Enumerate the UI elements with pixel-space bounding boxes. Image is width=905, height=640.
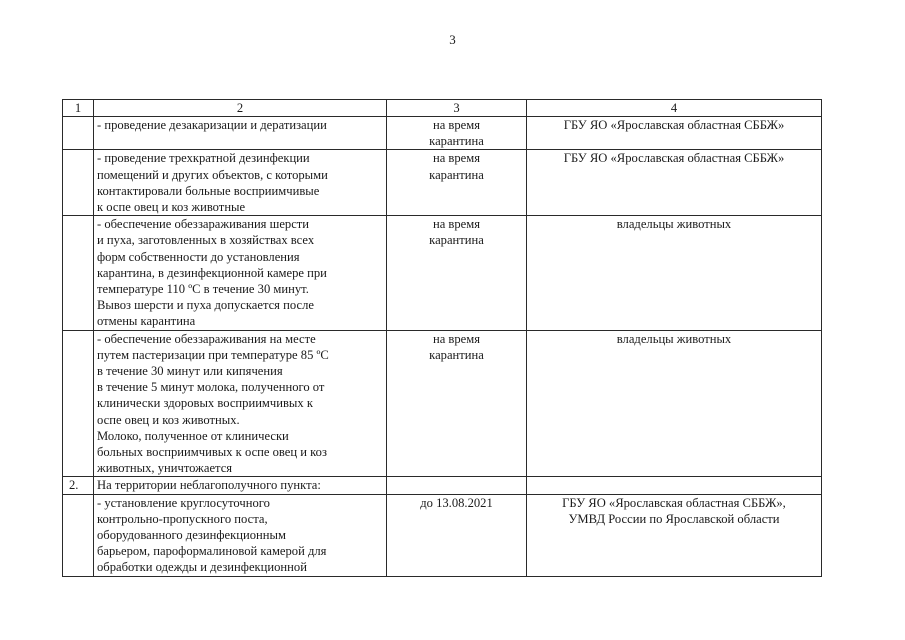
table-row — [63, 477, 822, 494]
responsible-cell: владельцы животных — [527, 216, 822, 330]
responsible-cell: владельцы животных — [527, 330, 822, 477]
table-header-row — [63, 100, 822, 117]
measures-table — [62, 99, 822, 577]
header-col-2: 2 — [94, 100, 387, 117]
measure-cell: - установление круглосуточного контрольно-пропускного поста, оборудованного дезинфекционным барьером, пароформалиновой камерой для обработки одежды и дезинфекционной — [94, 494, 387, 576]
row-number: 2. — [63, 477, 94, 494]
responsible-cell: ГБУ ЯО «Ярославская областная СББЖ» — [527, 117, 822, 150]
row-number — [63, 494, 94, 576]
row-number — [63, 117, 94, 150]
row-number — [63, 216, 94, 330]
header-col-1: 1 — [63, 100, 94, 117]
measure-cell: - проведение трехкратной дезинфекции помещений и других объектов, с которыми контактировали больные восприимчивые к оспе овец и коз животные — [94, 150, 387, 216]
term-cell: на время карантина — [387, 216, 527, 330]
responsible-cell: ГБУ ЯО «Ярославская областная СББЖ» — [527, 150, 822, 216]
header-col-4: 4 — [527, 100, 822, 117]
page-number: 3 — [449, 32, 456, 47]
term-cell: на время карантина — [387, 117, 527, 150]
term-cell: до 13.08.2021 — [387, 494, 527, 576]
measure-cell: - обеспечение обеззараживания шерсти и пуха, заготовленных в хозяйствах всех форм собственности до установления карантина, в дезинфекционной камере при температуре 110 ºС в течение 30 минут. Вывоз шерсти и пуха допускается после отмены карантина — [94, 216, 387, 330]
row-number — [63, 330, 94, 477]
row-number — [63, 150, 94, 216]
table-row — [63, 330, 822, 477]
term-cell: на время карантина — [387, 150, 527, 216]
measure-cell: - проведение дезакаризации и дератизации — [94, 117, 387, 150]
term-cell — [387, 477, 527, 494]
responsible-cell: ГБУ ЯО «Ярославская областная СББЖ», УМВД России по Ярославской области — [527, 494, 822, 576]
table-row — [63, 150, 822, 216]
term-cell: на время карантина — [387, 330, 527, 477]
table-row — [63, 494, 822, 576]
table-row — [63, 117, 822, 150]
responsible-cell — [527, 477, 822, 494]
measure-cell: На территории неблагополучного пункта: — [94, 477, 387, 494]
header-col-3: 3 — [387, 100, 527, 117]
table-row — [63, 216, 822, 330]
measure-cell: - обеспечение обеззараживания на месте путем пастеризации при температуре 85 ºС в течение 30 минут или кипячения в течение 5 минут молока, полученного от клинически здоровых восприимчивых к оспе овец и коз животных. Молоко, полученное от клинически больных восприимчивых к оспе овец и коз животных, уничтожается — [94, 330, 387, 477]
